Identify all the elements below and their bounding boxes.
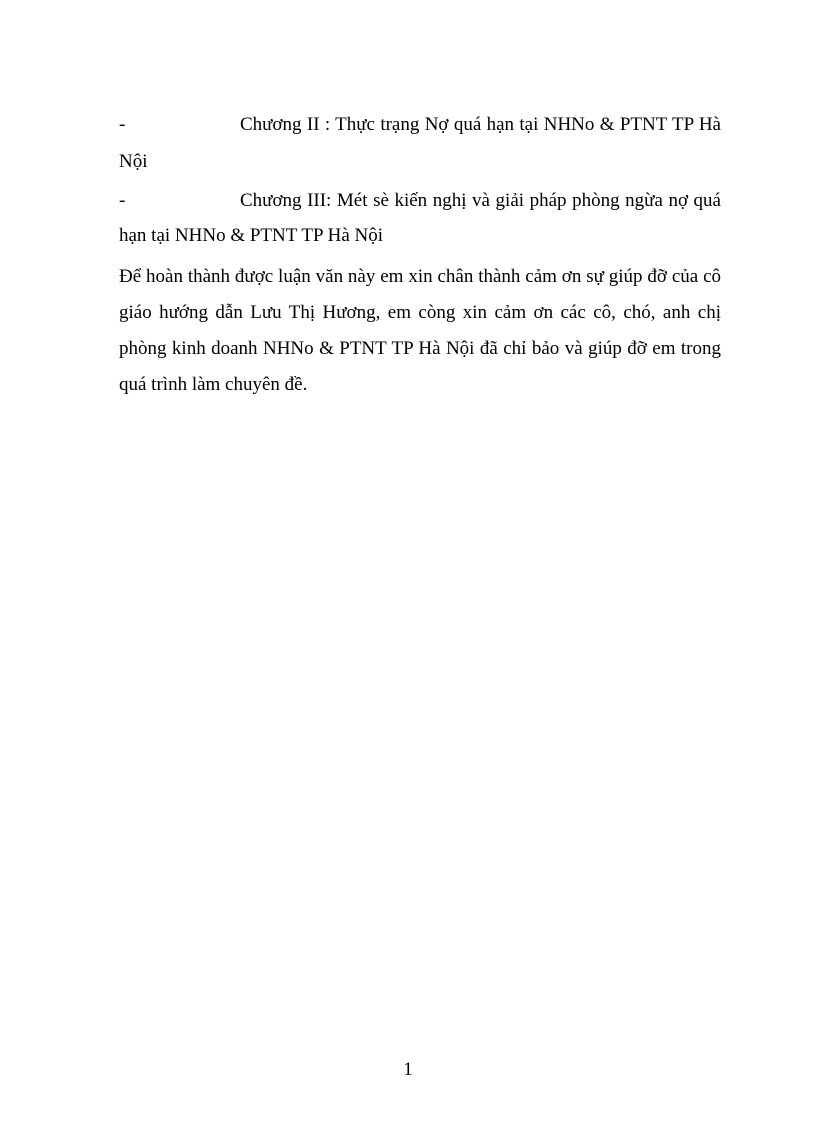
paragraph-line: giáo hướng dẫn Lưu Thị Hương, em còng xin cảm ơn các cô, chó, anh chị bbox=[119, 302, 721, 323]
bullet-marker: - bbox=[119, 114, 126, 135]
bullet-chapter-2-line: Chương II : Thực trạng Nợ quá hạn tại NHNo & PTNT TP Hà bbox=[240, 114, 721, 135]
bullet-marker: - bbox=[119, 190, 126, 211]
bullet-chapter-3-continuation: hạn tại NHNo & PTNT TP Hà Nội bbox=[119, 225, 384, 246]
paragraph-line: phòng kinh doanh NHNo & PTNT TP Hà Nội đã chỉ bảo và giúp đỡ em trong bbox=[119, 338, 721, 359]
bullet-chapter-3-line: Chương III: Mét sè kiến nghị và giải pháp phòng ngừa nợ quá bbox=[240, 190, 721, 211]
paragraph-line: Để hoàn thành được luận văn này em xin chân thành cảm ơn sự giúp đỡ của cô bbox=[119, 266, 721, 287]
page-number: 1 bbox=[403, 1059, 413, 1080]
paragraph-line: quá trình làm chuyên đề. bbox=[119, 374, 308, 395]
bullet-chapter-2-continuation: Nội bbox=[119, 151, 148, 172]
